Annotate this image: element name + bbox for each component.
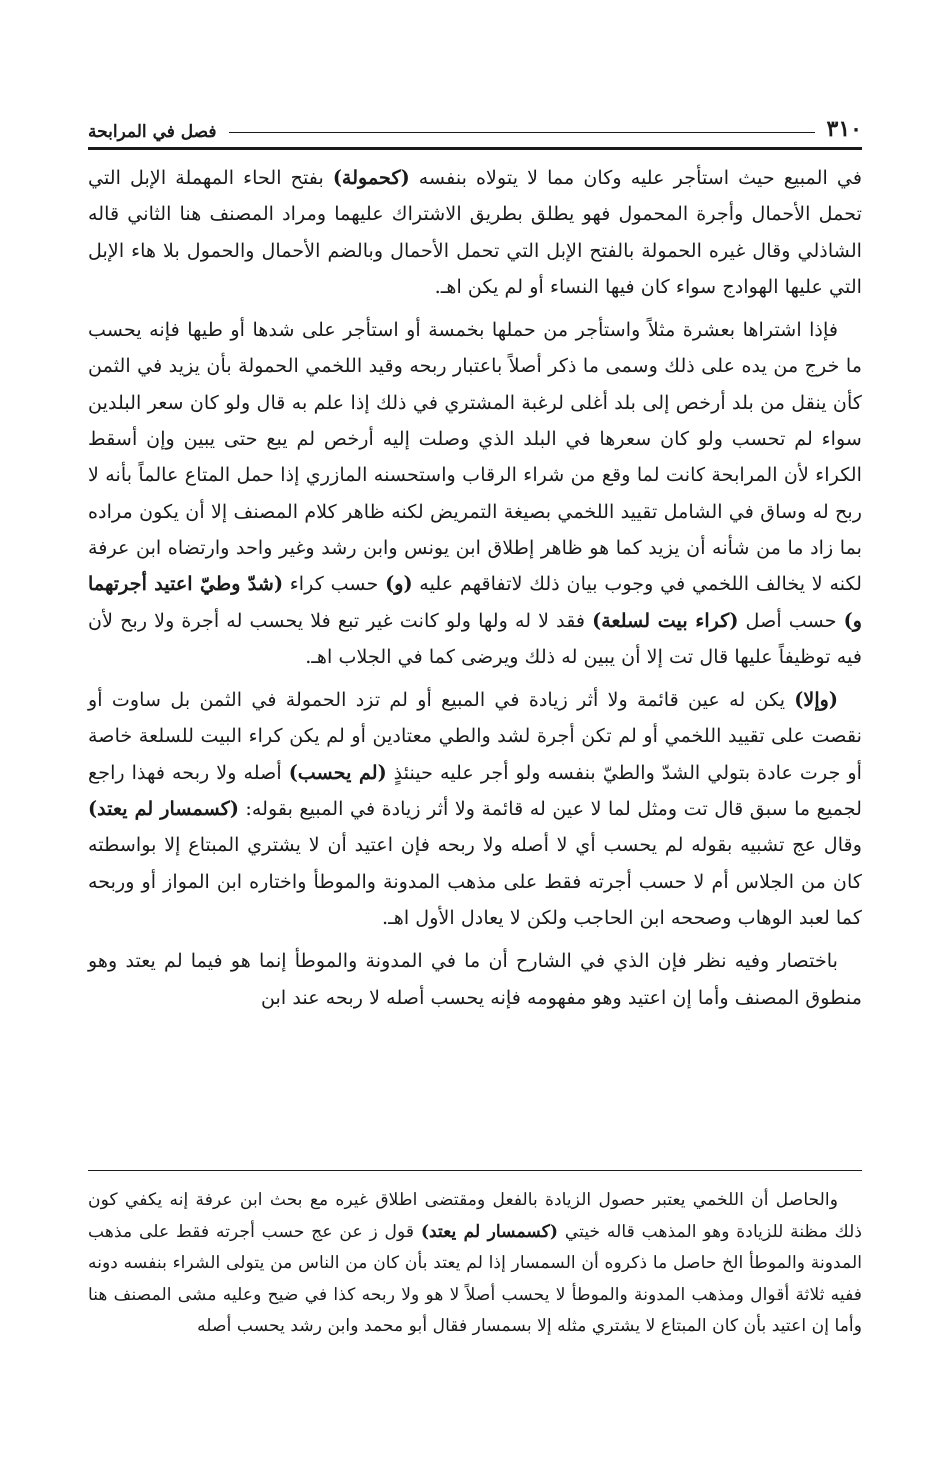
bold-term: (وإلا) bbox=[794, 688, 838, 712]
paragraph: فإذا اشتراها بعشرة مثلاً واستأجر من حملها بخمسة أو استأجر على شدها أو طيها فإنه يحسب ما خرج من يده على ذلك وسمى ما ذكر أصلاً باعتبار ربحه وقيد اللخمي الحمولة بأن يزيد في الثمن كأن ينقل من بلد أرخص إلى بلد أغلى لرغبة المشتري في ذلك إذا علم به قال ولو كان سعر البلدين سواء لم تحسب ولو كان سعرها في البلد الذي وصلت إليه أرخص لم يبع حتى يبين وإن أسقط الكراء لأن المرابحة كانت لما وقع من شراء الرقاب واستحسنه المازري إذا حمل المتاع عالماً بأنه لا ربح له وساق في الشامل تقييد اللخمي بصيغة التمريض لكنه ظاهر كلام المصنف إلا أن يكون مراده بما زاد ما من شأنه أن يزيد كما هو ظاهر إطلاق ابن يونس وابن رشد وغير واحد وارتضاه ابن عرفة لكنه لا يخالف اللخمي في وجوب بيان ذلك لاتفاقهم عليه (و) حسب كراء (شدّ وطيّ اعتيد أجرتهما و) حسب أصل (كراء بيت لسلعة) فقد لا له ولها ولو كانت غير تبع فلا يحسب له أجرة ولا ربح لأن فيه توظيفاً عليها قال تت إلا أن يبين له ذلك ويرضى كما في الجلاب اهـ. bbox=[88, 318, 862, 668]
bold-term: (كراء بيت لسلعة) bbox=[592, 608, 739, 632]
page-number: ٣١٠ bbox=[826, 116, 862, 142]
main-text bbox=[88, 160, 862, 1023]
paragraph: في المبيع حيث استأجر عليه وكان مما لا يتولاه بنفسه (كحمولة) بفتح الحاء المهملة الإبل التي تحمل الأحمال وأجرة المحمول فهو يطلق بطريق الاشتراك عليهما ومراد المصنف هنا الثاني قاله الشاذلي وقال غيره الحمولة بالفتح الإبل التي تحمل الأحمال وبالضم الأحمال والحمول بلا هاء الإبل التي عليها الهوادج سواء كان فيها النساء أو لم يكن اهـ. bbox=[88, 166, 862, 298]
page-header bbox=[88, 108, 862, 142]
bold-term: (و) bbox=[385, 572, 413, 596]
footnote-separator bbox=[88, 1170, 862, 1171]
header-dash-line bbox=[229, 132, 815, 133]
bold-term: (شدّ وطيّ اعتيد أجرتهما و) bbox=[88, 572, 862, 632]
header-rule bbox=[88, 147, 862, 150]
running-title: فصل في المرابحة bbox=[88, 122, 217, 142]
footnote-paragraph: والحاصل أن اللخمي يعتبر حصول الزيادة بالفعل ومقتضى اطلاق غيره مع بحث ابن عرفة إنه يكفي كون ذلك مظنة للزيادة وهو المذهب قاله خيتي (كسمسار لم يعتد) قول ز عن عج حسب أجرته فقط على مذهب المدونة والموطأ الخ حاصل ما ذكروه أن السمسار إذا لم يعتد بأن كان من الناس من يتولى الشراء بنفسه دونه ففيه ثلاثة أقوال ومذهب المدونة والموطأ لا يحسب أصلاً لا هو ولا ربحه كذا في ضيح وعليه مشى المصنف هنا وأما إن اعتيد بأن كان المبتاع لا يشتري مثله إلا بسمسار فقال أبو محمد وابن رشد يحسب أصله bbox=[88, 1190, 863, 1337]
bold-term: (كسمسار لم يعتد) bbox=[88, 797, 239, 821]
bold-term: (كحمولة) bbox=[332, 166, 410, 189]
bold-term: (كسمسار لم يعتد) bbox=[420, 1221, 559, 1242]
footnote bbox=[88, 1185, 862, 1343]
bold-term: (لم يحسب) bbox=[288, 760, 387, 784]
paragraph: (وإلا) يكن له عين قائمة ولا أثر زيادة في المبيع أو لم تزد الحمولة في الثمن بل ساوت أو نقصت على تقييد اللخمي أو لم تكن أجرة لشد والطي معتادين أو لم يكن كراء البيت للسلعة خاصة أو جرت عادة بتولي الشدّ والطيّ بنفسه ولو أجر عليه حينئذٍ (لم يحسب) أصله ولا ربحه فهذا راجع لجميع ما سبق قال تت ومثل لما لا عين له قائمة ولا أثر زيادة في المبيع بقوله: (كسمسار لم يعتد) وقال عج تشبيه بقوله لم يحسب أي لا أصله ولا ربحه فإن اعتيد أن لا يشتري المبتاع إلا بواسطته كان من الجلاس أم لا حسب أجرته فقط على مذهب المدونة والموطأ واختاره ابن المواز أو وربحه كما لعبد الوهاب وصححه ابن الحاجب ولكن لا يعادل الأول اهـ. bbox=[88, 688, 862, 929]
paragraph: باختصار وفيه نظر فإن الذي في الشارح أن ما في المدونة والموطأ إنما هو فيما لم يعتد وهو منطوق المصنف وأما إن اعتيد وهو مفهومه فإنه يحسب أصله لا ربحه عند ابن bbox=[88, 949, 862, 1009]
